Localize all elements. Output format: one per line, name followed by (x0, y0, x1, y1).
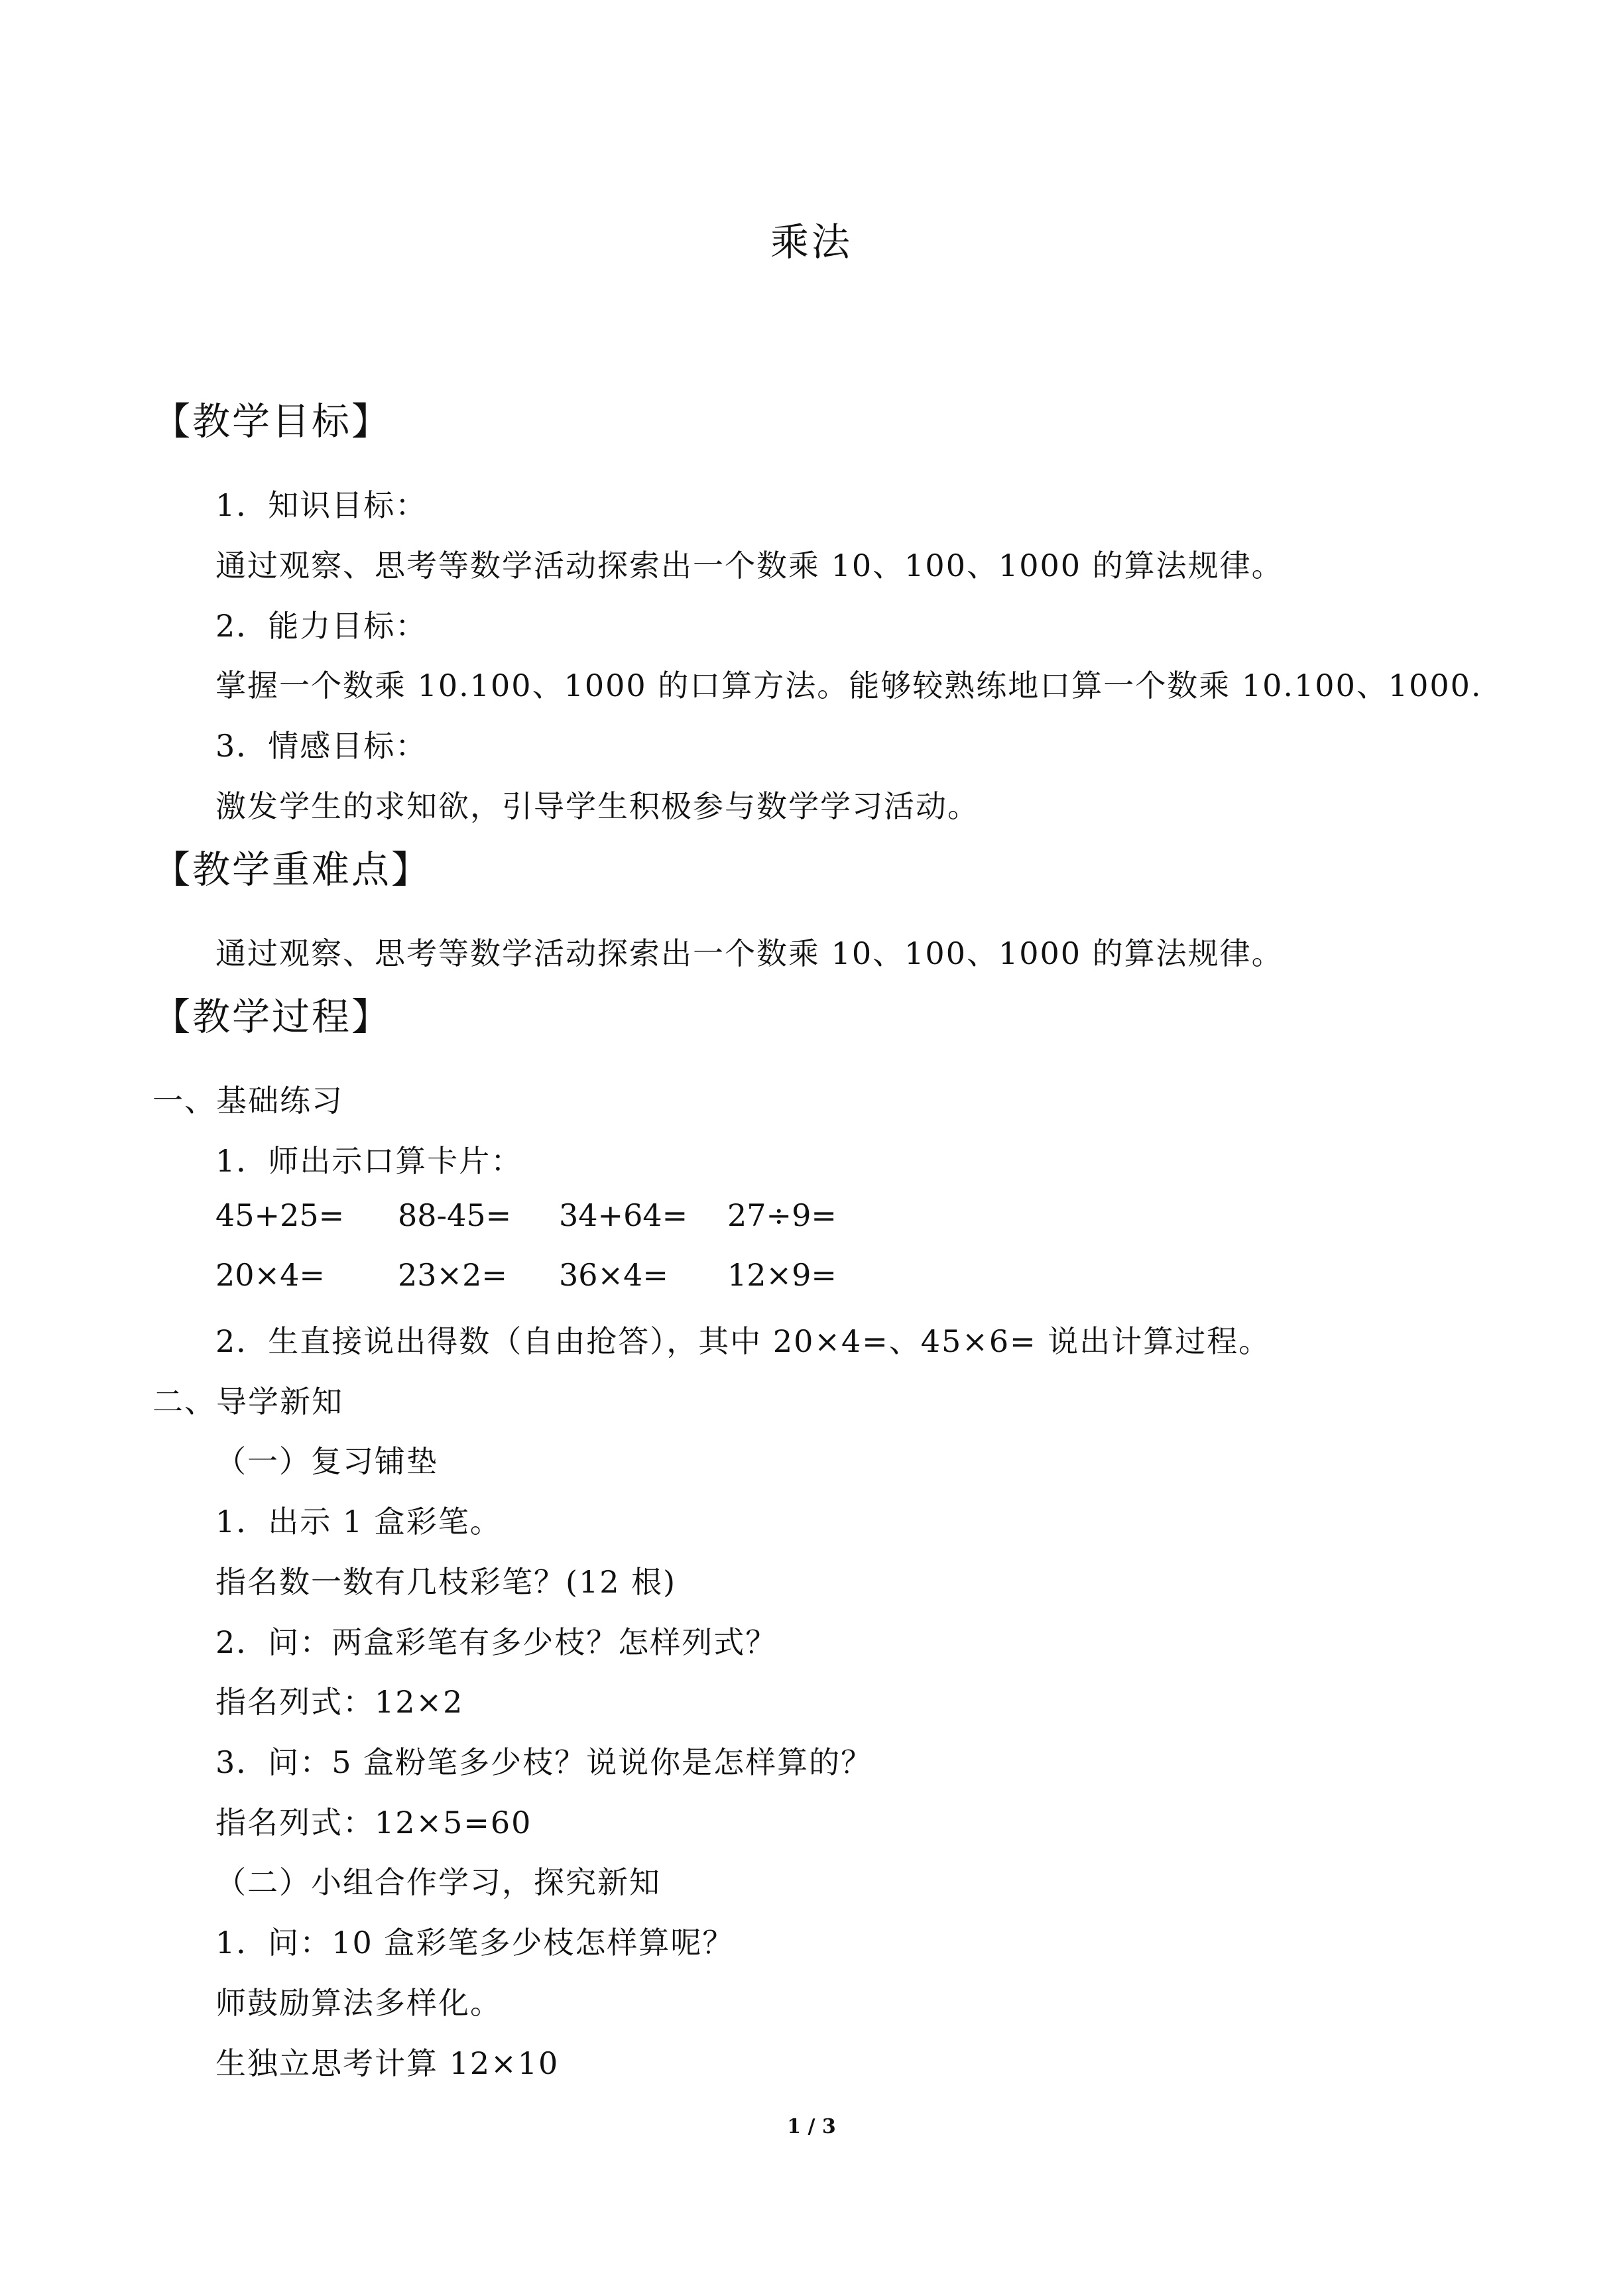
review-step2: 2．问：两盒彩笔有多少枝？怎样列式？ (215, 1624, 778, 1660)
knowledge-goal-label: 1．知识目标： (215, 487, 428, 523)
knowledge-goal-text: 通过观察、思考等数学活动探索出一个数乘 10、100、1000 的算法规律。 (215, 548, 1284, 583)
group-step1-task: 生独立思考计算 12×10 (215, 2045, 560, 2081)
group-step1-note: 师鼓励算法多样化。 (215, 1985, 502, 2021)
review-step2-answer: 指名列式：12×2 (215, 1684, 464, 1720)
review-step3-answer: 指名列式：12×5=60 (215, 1805, 532, 1841)
drill-card-item: 27÷9= (727, 1197, 837, 1233)
review-step1-answer: 指名数一数有几枝彩笔？(12 根) (215, 1564, 677, 1600)
drill-card-item: 36×4= (559, 1257, 668, 1293)
emotion-goal-text: 激发学生的求知欲，引导学生积极参与数学学习活动。 (215, 788, 979, 824)
review-step3: 3．问：5 盒粉笔多少枝？说说你是怎样算的？ (215, 1744, 873, 1780)
keypoints-text: 通过观察、思考等数学活动探索出一个数乘 10、100、1000 的算法规律。 (215, 936, 1284, 971)
section-heading-process: 【教学过程】 (152, 995, 391, 1039)
drill-card-item: 34+64= (559, 1197, 688, 1233)
part2-subheading-review: （一）复习铺垫 (215, 1443, 438, 1479)
part2-subheading-group: （二）小组合作学习，探究新知 (215, 1864, 661, 1900)
part1-step2: 2．生直接说出得数（自由抢答），其中 20×4=、45×6= 说出计算过程。 (215, 1323, 1271, 1359)
part1-title: 一、基础练习 (152, 1083, 343, 1118)
drill-card-item: 23×2= (398, 1257, 507, 1293)
part1-step1: 1．师出示口算卡片： (215, 1143, 523, 1179)
group-step1: 1．问：10 盒彩笔多少枝怎样算呢？ (215, 1925, 735, 1961)
section-heading-keypoints: 【教学重难点】 (152, 848, 431, 892)
drill-card-item: 88-45= (398, 1197, 512, 1233)
part2-title: 二、导学新知 (152, 1384, 343, 1420)
drill-card-item: 20×4= (215, 1257, 325, 1293)
emotion-goal-label: 3．情感目标： (215, 728, 428, 764)
drill-card-item: 12×9= (727, 1257, 837, 1293)
page-title: 乘法 (770, 219, 853, 265)
review-step1: 1．出示 1 盒彩笔。 (215, 1504, 502, 1540)
section-heading-goals: 【教学目标】 (152, 400, 391, 444)
ability-goal-label: 2．能力目标： (215, 608, 428, 644)
page-number: 1 / 3 (787, 2115, 836, 2138)
drill-card-item: 45+25= (215, 1197, 345, 1233)
ability-goal-text: 掌握一个数乘 10.100、1000 的口算方法。能够较熟练地口算一个数乘 10.100、1000. (215, 668, 1482, 703)
